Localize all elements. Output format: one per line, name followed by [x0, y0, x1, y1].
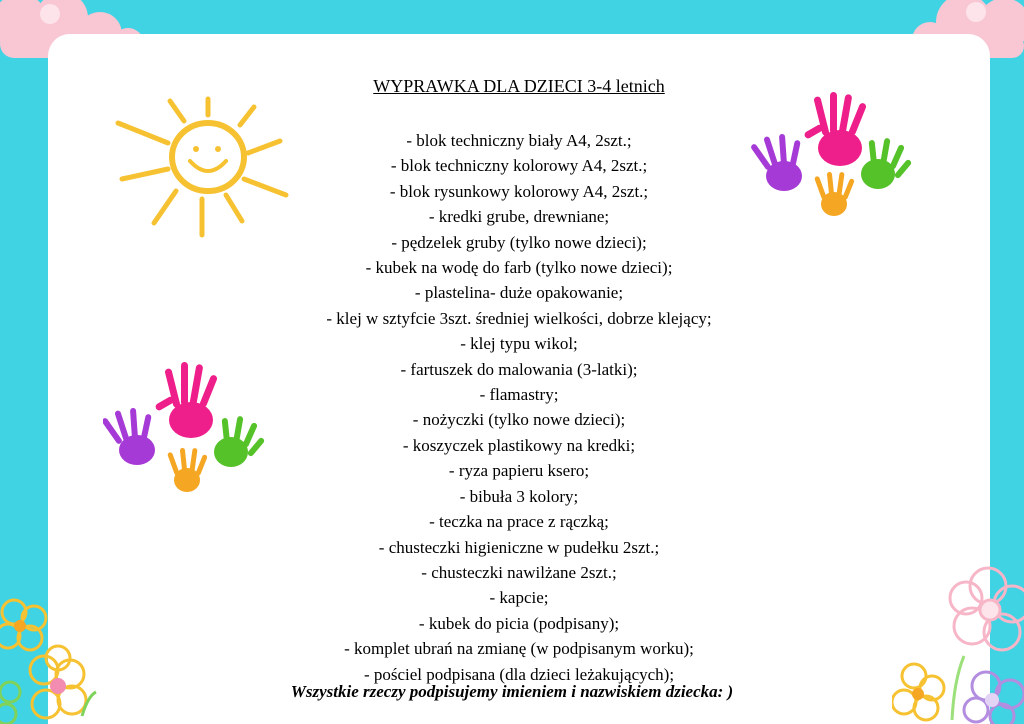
flowers-bottom-left-icon: [0, 596, 100, 724]
list-item: - koszyczek plastikowy na kredki;: [402, 435, 636, 455]
list-item: - chusteczki higieniczne w pudełku 2szt.;: [378, 537, 660, 557]
list-item: - ryza papieru ksero;: [448, 461, 590, 481]
page-title: WYPRAWKA DLA DZIECI 3-4 letnich: [373, 76, 665, 96]
list-item: - klej typu wikol;: [460, 334, 578, 354]
handprints-left-icon: [103, 362, 268, 502]
list-item: - kredki grube, drewniane;: [428, 207, 610, 227]
list-item: - kapcie;: [489, 588, 549, 608]
list-item: - plastelina- duże opakowanie;: [414, 283, 624, 303]
flowers-bottom-right-icon: [892, 560, 1024, 724]
list-item: - pędzelek gruby (tylko nowe dzieci);: [391, 232, 647, 252]
list-item: - blok techniczny kolorowy A4, 2szt.;: [390, 156, 648, 176]
list-item: - nożyczki (tylko nowe dzieci);: [412, 410, 626, 430]
sun-icon: [110, 95, 295, 240]
list-item: - fartuszek do malowania (3-latki);: [400, 359, 638, 379]
list-item: - flamastry;: [479, 385, 559, 405]
footer-note: Wszystkie rzeczy podpisujemy imieniem i nazwiskiem dziecka: ): [290, 682, 734, 701]
list-item: - kubek na wodę do farb (tylko nowe dzieci);: [365, 258, 673, 278]
list-item: - klej w sztyfcie 3szt. średniej wielkości, dobrze klejący;: [326, 308, 712, 328]
list-item: - teczka na prace z rączką;: [429, 512, 609, 532]
list-item: - kubek do picia (podpisany);: [418, 613, 620, 633]
list-item: - blok rysunkowy kolorowy A4, 2szt.;: [389, 181, 649, 201]
handprints-top-right-icon: [750, 92, 915, 227]
list-item: - chusteczki nawilżane 2szt.;: [421, 562, 617, 582]
list-item: - blok techniczny biały A4, 2szt.;: [406, 131, 632, 150]
list-item: - komplet ubrań na zmianę (w podpisanym worku);: [344, 639, 694, 659]
list-item: - pościel podpisana (dla dzieci leżakujących);: [363, 664, 675, 684]
list-item: - bibuła 3 kolory;: [459, 486, 579, 506]
